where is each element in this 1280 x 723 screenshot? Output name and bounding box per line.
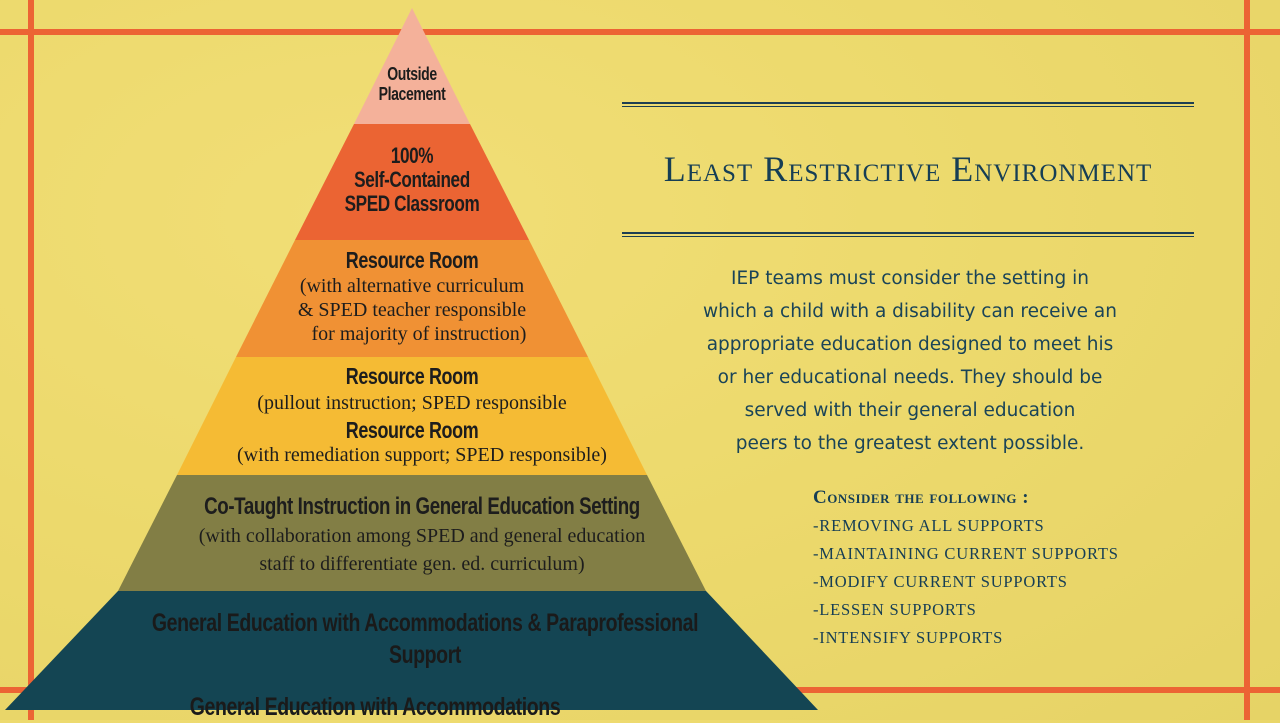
tier-general-education-label: General Education with Accommodations & Paraprofessional Support General Education with Accommodations: [151, 609, 699, 721]
tier-outside-label: Outside Placement: [378, 64, 446, 104]
title-rule-top: [622, 102, 1194, 107]
consider-item: -INTENSIFY SUPPORTS: [813, 628, 1004, 647]
consider-item: -LESSEN SUPPORTS: [813, 600, 977, 619]
tier-self-contained-label: 100% Self-Contained SPED Classroom: [344, 143, 480, 216]
tier-resource-alternative-label: Resource Room (with alternative curriculum & SPED teacher responsible for majority of instruction): [297, 247, 527, 345]
page-title: Least Restrictive Environment: [663, 149, 1153, 189]
consider-item: -REMOVING ALL SUPPORTS: [813, 516, 1045, 535]
consider-item: -MAINTAINING CURRENT SUPPORTS: [813, 544, 1119, 563]
tier-co-taught-label: Co-Taught Instruction in General Education Setting (with collaboration among SPED and general education staff to differentiate gen. ed. curriculum): [198, 493, 646, 575]
consider-title: Consider the following :: [813, 487, 1030, 508]
frame-line-right: [1244, 0, 1250, 720]
title-rule-bottom: [622, 232, 1194, 237]
consider-list: [813, 484, 1193, 652]
tier-resource-pullout-label: Resource Room (pullout instruction; SPED responsible Resource Room (with remediation support; SPED responsible): [237, 363, 607, 466]
description: IEP teams must consider the setting in which a child with a disability can receive an appropriate education designed to meet his or her educational needs. They should be served with their general education peers to the greatest extent possible.: [703, 268, 1117, 454]
consider-item: -MODIFY CURRENT SUPPORTS: [813, 572, 1068, 591]
